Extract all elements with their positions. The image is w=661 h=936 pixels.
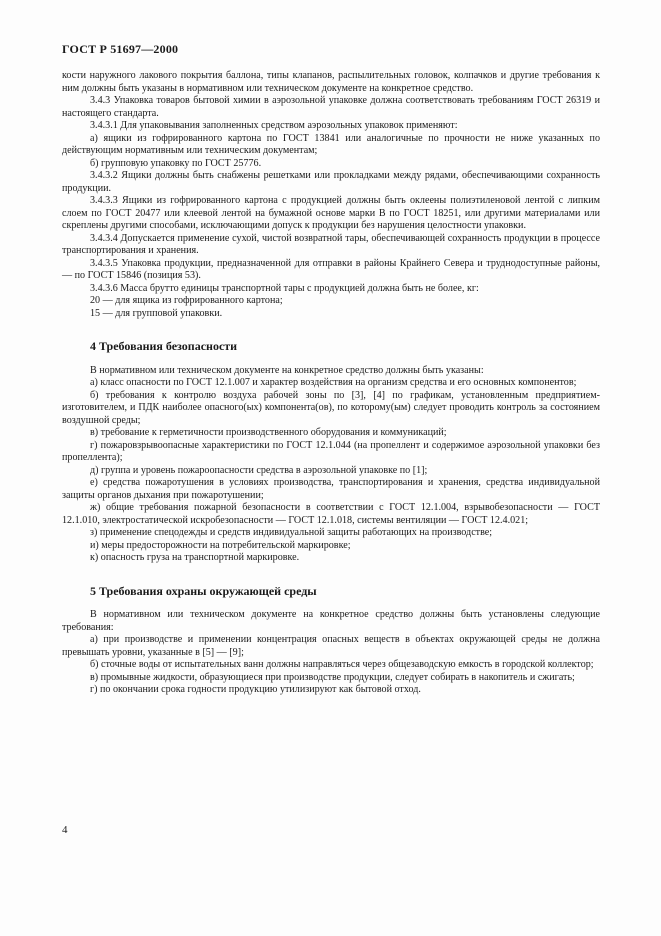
paragraph: 3.4.3 Упаковка товаров бытовой химии в аэрозольной упаковке должна соответствовать требованиям ГОСТ 26319 и настоящего стандарта. bbox=[62, 95, 600, 119]
spacer bbox=[62, 353, 600, 365]
paragraph: б) требования к контролю воздуха рабочей зоны по [3], [4] по графикам, установленным предприятием-изготовителем, и ПДК наиболее опасного(ых) компонента(ов), по которому(ым) следует проводить контроль за состоянием воздушной среды; bbox=[62, 389, 600, 426]
paragraph: В нормативном или техническом документе на конкретное средство должны быть указаны: bbox=[90, 364, 484, 376]
page-number: 4 bbox=[62, 824, 68, 836]
paragraph: е) средства пожаротушения в условиях производства, транспортирования и хранения, средства индивидуальной защиты органов дыхания при пожаротушении; bbox=[62, 477, 600, 501]
paragraph: 3.4.3.1 Для упаковывания заполненных средством аэрозольных упаковок применяют: bbox=[90, 120, 458, 131]
paragraph: В нормативном или техническом документе на конкретное средство должны быть установлены следующие требования: bbox=[62, 609, 600, 633]
paragraph: 20 — для ящика из гофрированного картона; bbox=[90, 295, 283, 306]
spacer bbox=[62, 320, 600, 340]
paragraph: 15 — для групповой упаковки. bbox=[90, 307, 223, 319]
paragraph: д) группа и уровень пожароопасности средства в аэрозольной упаковке по [1]; bbox=[90, 464, 428, 476]
paragraph: кости наружного лакового покрытия баллона, типы клапанов, распылительных головок, колпачков и другие требования к ним должны быть указаны в нормативном или техническом документе на конкретное средство. bbox=[62, 70, 600, 94]
paragraph: 3.4.3.2 Ящики должны быть снабжены решетками или прокладками между рядами, обеспечивающими сохранность продукции. bbox=[62, 170, 600, 194]
paragraph: з) применение спецодежды и средств индивидуальной защиты работающих на производстве; bbox=[90, 527, 493, 538]
paragraph: в) промывные жидкости, образующиеся при производстве продукции, следует собирать в накопитель и сжигать; bbox=[90, 671, 575, 683]
paragraph: а) ящики из гофрированного картона по ГОСТ 13841 или аналогичные по прочности не ниже указанных по действующим нормативным или техническим документам; bbox=[62, 132, 600, 156]
section-4-body bbox=[62, 365, 600, 565]
section-5-title: 5 Требования охраны окружающей среды bbox=[90, 583, 317, 598]
section-4-title: 4 Требования безопасности bbox=[90, 339, 238, 353]
paragraph: а) класс опасности по ГОСТ 12.1.007 и характер воздействия на организм средства и его основных компонентов; bbox=[90, 377, 577, 388]
section-5-body bbox=[62, 609, 600, 697]
document-header: ГОСТ Р 51697—2000 bbox=[62, 42, 179, 56]
spacer bbox=[62, 597, 600, 609]
paragraph: 3.4.3.4 Допускается применение сухой, чистой возвратной тары, обеспечивающей сохранность продукции в процессе транспортирования и хранения. bbox=[62, 232, 600, 256]
paragraph: г) пожаровзрывоопасные характеристики по ГОСТ 12.1.044 (на пропеллент и содержимое аэрозольной упаковки без пропеллента); bbox=[62, 439, 600, 463]
paragraph: 3.4.3.6 Масса брутто единицы транспортной тары с продукцией должна быть не более, кг: bbox=[90, 282, 479, 294]
paragraph: и) меры предосторожности на потребительской маркировке; bbox=[90, 539, 351, 551]
paragraph: в) требование к герметичности производственного оборудования и коммуникаций; bbox=[90, 427, 447, 438]
paragraph: 3.4.3.5 Упаковка продукции, предназначенной для отправки в районы Крайнего Севера и труднодоступные районы, — по ГОСТ 15846 (позиция 53). bbox=[62, 257, 600, 281]
spacer bbox=[62, 565, 600, 585]
top-section bbox=[62, 70, 600, 320]
paragraph: г) по окончании срока годности продукцию утилизируют как бытовой отход. bbox=[90, 684, 421, 695]
paragraph: а) при производстве и применении концентрация опасных веществ в объектах окружающей среды не должна превышать уровни, указанные в [5] — [9]; bbox=[62, 634, 600, 658]
paragraph: к) опасность груза на транспортной маркировке. bbox=[90, 552, 300, 563]
paragraph: б) сточные воды от испытательных ванн должны направляться через общезаводскую емкость в городской коллектор; bbox=[90, 659, 594, 670]
paragraph: 3.4.3.3 Ящики из гофрированного картона с продукцией должны быть оклеены полиэтиленовой лентой с липким слоем по ГОСТ 20477 или клеевой лентой на бумажной основе марки В по ГОСТ 18251, или другими материалами или скреплены другими способами, исключающими допуск к продукции без нарушения целостности упаковки. bbox=[62, 195, 600, 231]
paragraph: б) групповую упаковку по ГОСТ 25776. bbox=[90, 157, 262, 169]
document-body bbox=[62, 70, 600, 697]
paragraph: ж) общие требования пожарной безопасности в соответствии с ГОСТ 12.1.004, взрывобезопасности — ГОСТ 12.1.010, электростатической искробезопасности — ГОСТ 12.1.018, системы вентиляции — ГОСТ 12.4.021; bbox=[62, 502, 600, 526]
